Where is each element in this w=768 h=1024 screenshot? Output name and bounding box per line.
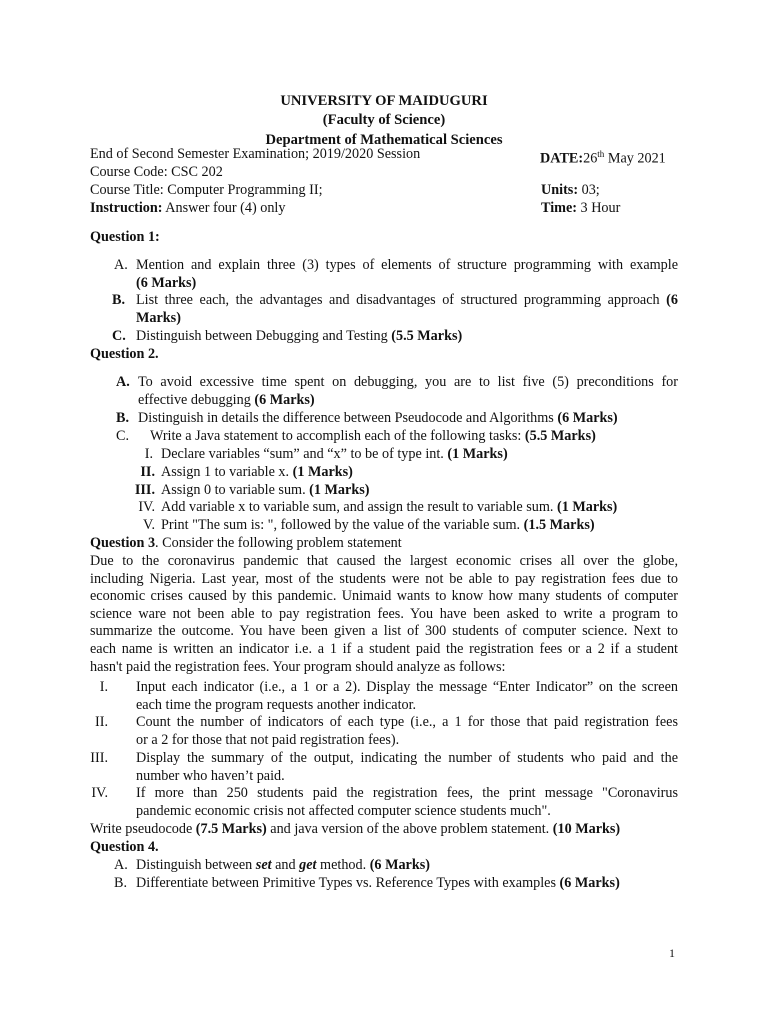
subitem-marker: IV. — [138, 499, 155, 515]
item-line — [150, 428, 678, 446]
item-text: Distinguish between Debugging and Testing — [136, 328, 392, 344]
university-name: UNIVERSITY OF MAIDUGURI — [280, 93, 488, 109]
item-marker: A. — [116, 374, 130, 390]
q2-subitem-3 — [134, 482, 678, 500]
time — [541, 200, 620, 218]
time-value: 3 Hour — [577, 200, 621, 216]
subitem-text: Print "The sum is: ", followed by the value of the variable sum. — [161, 517, 524, 533]
item-text: and — [271, 857, 300, 873]
closing-text: and java version of the above problem statement. — [266, 821, 553, 837]
department-name: Department of Mathematical Sciences — [265, 131, 503, 148]
question-1-heading: Question 1: — [90, 229, 160, 245]
q2-subitem-1 — [144, 446, 678, 464]
subitem-marks: (1 Marks) — [447, 446, 508, 462]
item-marks: (6 — [666, 292, 678, 308]
item-text: Input each indicator (i.e., a 1 or a 2). Display the message “Enter Indicator” on the screen — [136, 679, 678, 695]
question-2-heading: Question 2. — [90, 346, 159, 362]
item-text: Differentiate between Primitive Types vs. Reference Types with examples — [136, 875, 560, 891]
item-line — [138, 392, 678, 410]
q2-subitem-2 — [140, 464, 678, 482]
item-text: method. — [316, 857, 370, 873]
q2-subitem-4 — [138, 499, 678, 517]
item-marker: B. — [116, 410, 130, 426]
subitem-text: Assign 0 to variable sum. — [161, 482, 310, 498]
item-marker: B. — [114, 875, 128, 891]
q2-subitem-5 — [143, 517, 678, 535]
item-marker: C. — [112, 328, 126, 344]
item-text: Write a Java statement to accomplish each of the following tasks: — [150, 428, 525, 444]
subitem-text: Assign 1 to variable x. — [161, 464, 293, 480]
item-line — [138, 410, 678, 428]
question-3-intro: . Consider the following problem statement — [155, 535, 402, 551]
closing-marks: (10 Marks) — [552, 821, 621, 837]
item-marker: C. — [116, 428, 130, 444]
subitem-marker: III. — [134, 482, 155, 498]
subitem-text: Add variable x to variable sum, and assign the result to variable sum. — [161, 499, 557, 515]
subitem-marks: (1.5 Marks) — [523, 517, 595, 533]
date-rest: May 2021 — [604, 150, 666, 167]
subitem-marks: (1 Marks) — [292, 464, 353, 480]
subitem-line — [161, 482, 678, 500]
item-em: get — [299, 857, 317, 873]
item-text: Mention and explain three (3) types of elements of structure programming with example — [136, 257, 678, 273]
q3-closing — [90, 821, 678, 839]
q2-item-c — [116, 428, 678, 446]
subitem-line — [161, 464, 678, 482]
date-suffix: th — [597, 149, 605, 159]
exam-session: End of Second Semester Examination; 2019/2020 Session — [90, 146, 421, 162]
item-text-cont: pandemic economic crisis not affected computer science students much". — [136, 802, 551, 819]
page-number: 1 — [669, 946, 675, 960]
item-marks: (6 Marks) — [369, 857, 430, 873]
paragraph-line: summarize the outcome. You have been given a list of 300 students of computer science. Next to — [90, 623, 678, 640]
course-code: Course Code: CSC 202 — [90, 164, 223, 180]
date-label: DATE: — [540, 150, 584, 167]
question-3-label: Question 3 — [90, 535, 156, 551]
instruction — [90, 200, 285, 218]
subitem-line — [161, 499, 678, 517]
subitem-line — [161, 517, 678, 535]
subitem-marker: II. — [140, 464, 155, 480]
q3-item-4 — [91, 785, 678, 820]
item-marker: III. — [90, 750, 108, 766]
closing-text: Write pseudocode — [90, 821, 196, 837]
item-marks-cont: Marks) — [136, 309, 181, 326]
exam-header — [0, 92, 768, 150]
subitem-marks: (1 Marks) — [556, 499, 618, 515]
item-marker: A. — [114, 257, 128, 273]
q1-item-a — [114, 257, 678, 292]
subitem-marker: I. — [144, 446, 153, 462]
q3-item-3 — [90, 750, 678, 785]
item-marks: (6 Marks) — [136, 274, 197, 291]
closing-marks: (7.5 Marks) — [195, 821, 267, 837]
paragraph-line: Due to the coronavirus pandemic that caused the largest economic crises all over the globe, — [90, 553, 678, 569]
info-row-instruction — [90, 200, 690, 218]
instruction-value: Answer four (4) only — [162, 200, 286, 216]
closing-line — [90, 821, 678, 839]
paragraph-line: economic crises caused by this pandemic. Unimaid wants to know how many students of computer — [90, 588, 678, 605]
item-line — [136, 292, 678, 310]
item-marks: (5.5 Marks) — [391, 328, 463, 344]
instruction-label: Instruction: — [90, 200, 163, 216]
q3-item-2 — [95, 714, 678, 749]
item-line — [136, 875, 678, 893]
q4-item-a — [114, 857, 678, 875]
question-4-heading: Question 4. — [90, 839, 159, 855]
paragraph-line: science ware not been able to pay registration fees. You have been asked to write a program to — [90, 605, 678, 622]
item-text: Distinguish in details the difference between Pseudocode and Algorithms — [138, 410, 558, 426]
info-row-code — [90, 164, 690, 182]
paragraph-line: hasn't paid the registration fees. Your program should analyze as follows: — [90, 658, 506, 675]
item-marker: I. — [99, 679, 108, 695]
item-line — [136, 328, 678, 346]
item-marks: (6 Marks) — [254, 391, 315, 408]
item-text: If more than 250 students paid the registration fees, the print message "Coronavirus — [136, 785, 678, 801]
item-text: To avoid excessive time spent on debugging, you are to list five (5) preconditions for — [138, 374, 678, 390]
time-label: Time: — [541, 200, 577, 216]
item-marker: B. — [112, 292, 126, 308]
item-text-cont: each time the program requests another indicator. — [136, 696, 417, 713]
paragraph-line: including Nigeria. Last year, most of the students were not be able to pay registration fees due to — [90, 570, 678, 587]
question-3-heading — [90, 535, 402, 553]
course-title: Course Title: Computer Programming II; — [90, 182, 323, 198]
item-text: Display the summary of the output, indicating the number of students who paid and the — [136, 750, 678, 766]
units — [541, 182, 600, 200]
q4-item-b — [114, 875, 678, 893]
item-text: Count the number of indicators of each type (i.e., a 1 for those that paid registration fees — [136, 714, 678, 730]
item-text: Distinguish between — [136, 857, 256, 873]
units-value: 03; — [578, 182, 600, 198]
units-label: Units: — [541, 182, 579, 198]
q2-item-b — [116, 410, 678, 428]
q1-item-b — [112, 292, 678, 327]
item-text: List three each, the advantages and disadvantages of structured programming approach — [136, 292, 667, 308]
item-marks: (6 Marks) — [559, 875, 620, 891]
subitem-text: Declare variables “sum” and “x” to be of type int. — [161, 446, 448, 462]
info-row-title — [90, 182, 690, 200]
q3-problem-statement — [90, 553, 678, 676]
item-text-cont: or a 2 for those that not paid registration fees). — [136, 731, 400, 748]
date-day: 26 — [583, 150, 598, 167]
item-marker: II. — [95, 714, 108, 730]
subitem-marks: (1 Marks) — [309, 482, 370, 498]
info-row-session — [90, 146, 690, 167]
item-em: set — [255, 857, 272, 873]
item-marks: (5.5 Marks) — [524, 428, 596, 444]
paragraph-line: each name is written an indicator i.e. a 1 if a student paid the registration fees or a 2 if a student — [90, 640, 678, 657]
subitem-line — [161, 446, 678, 464]
item-marks: (6 Marks) — [557, 410, 618, 426]
q1-item-c — [112, 328, 678, 346]
faculty-name: (Faculty of Science) — [322, 112, 446, 129]
item-text-cont: number who haven’t paid. — [136, 767, 285, 784]
item-marker: IV. — [91, 785, 108, 801]
subitem-marker: V. — [143, 517, 155, 533]
item-text-cont: effective debugging — [138, 391, 255, 408]
q2-item-a — [116, 374, 678, 409]
item-marker: A. — [114, 857, 128, 873]
q3-item-1 — [99, 679, 678, 714]
item-line — [136, 857, 678, 875]
